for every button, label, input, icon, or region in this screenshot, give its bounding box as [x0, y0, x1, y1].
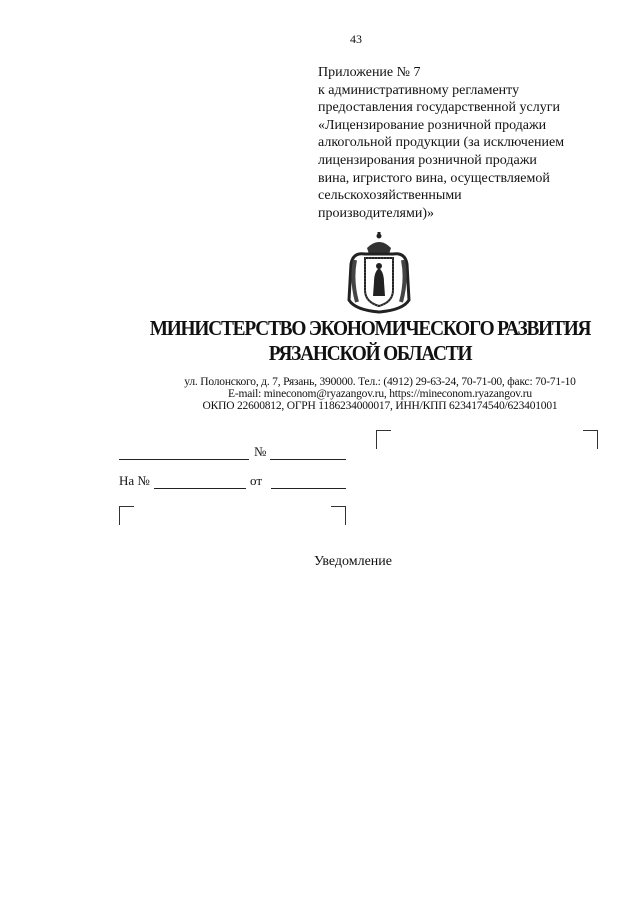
appendix-line: к административному регламенту — [318, 82, 520, 98]
codes-line: ОКПО 22600812, ОГРН 1186234000017, ИНН/КПП 6234174540/623401001 — [202, 400, 558, 412]
organization-name-line1: МИНИСТЕРСТВО ЭКОНОМИЧЕСКОГО РАЗВИТИЯ — [149, 316, 591, 340]
email-line: E-mail: mineconom@ryazangov.ru, https://mineconom.ryazangov.ru — [228, 388, 532, 400]
organization-name-line2: РЯЗАНСКОЙ ОБЛАСТИ — [268, 341, 472, 365]
subject-bracket-right — [331, 506, 346, 525]
appendix-line: алкогольной продукции (за исключением — [318, 135, 565, 151]
appendix-line: вина, игристого вина, осуществляемой — [318, 170, 550, 186]
subject-bracket-left — [119, 506, 134, 525]
organization-name — [103, 316, 637, 366]
appendix-line: «Лицензирование розничной продажи — [318, 117, 547, 133]
reply-number-field-line — [154, 488, 246, 489]
appendix-line: лицензирования розничной продажи — [318, 152, 537, 168]
appendix-line: сельскохозяйственными — [318, 188, 462, 204]
from-label: от — [250, 473, 263, 488]
number-field-line — [270, 459, 346, 460]
addressee-bracket-left — [376, 430, 391, 449]
appendix-note — [318, 64, 628, 222]
appendix-line: предоставления государственной услуги — [318, 100, 560, 116]
contact-info — [100, 376, 640, 412]
reply-number-label: На № — [119, 473, 150, 488]
page-number: 43 — [350, 32, 362, 46]
address-line: ул. Полонского, д. 7, Рязань, 390000. Тел.: (4912) 29-63-24, 70-71-00, факс: 70-71-10 — [184, 376, 576, 388]
document-title: Уведомление — [314, 554, 393, 569]
date-field-line — [119, 459, 249, 460]
number-label: № — [254, 444, 267, 459]
addressee-bracket-right — [583, 430, 598, 449]
appendix-line: Приложение № 7 — [318, 65, 421, 80]
reply-date-field-line — [271, 488, 346, 489]
coat-of-arms-emblem — [343, 230, 415, 314]
appendix-line: производителями)» — [318, 205, 435, 221]
